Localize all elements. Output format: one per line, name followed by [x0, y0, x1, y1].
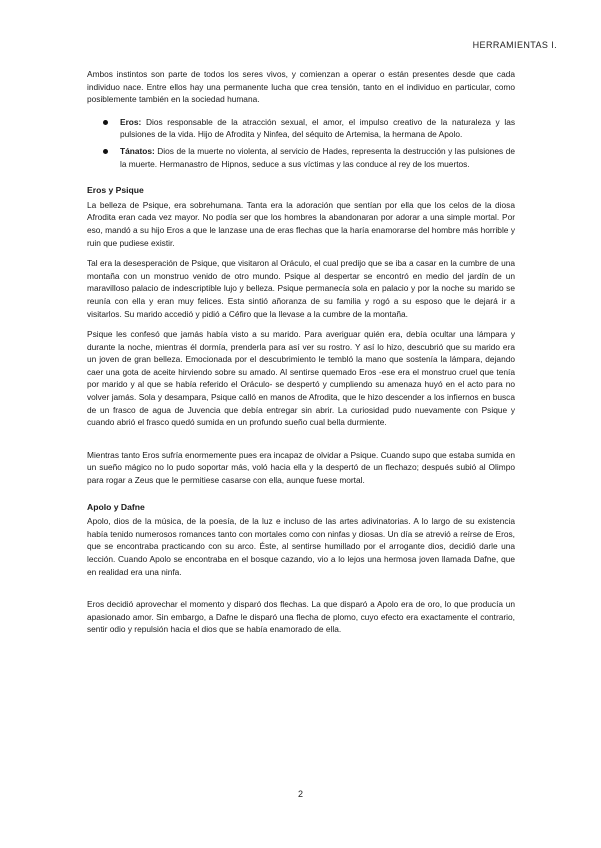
paragraph: Mientras tanto Eros sufría enormemente pues era incapaz de olvidar a Psique. Cuando supo que estaba sumida en un sueño mágico no lo pudo soportar más, voló hacia ella y la despertó de un flechazo; después subió al Olimpo para rogar a Zeus que le permitiese casarse con ella, aunque fuese mortal. [87, 449, 515, 486]
bullet-icon [103, 149, 108, 154]
definition-term: Eros: [120, 116, 142, 127]
definition-item-tanatos [120, 145, 515, 170]
definition-item-eros [120, 116, 515, 141]
paragraph: Eros decidió aprovechar el momento y disparó dos flechas. La que disparó a Apolo era de oro, lo que producía un apasionado amor. Sin embargo, a Dafne le disparó una flecha de plomo, cuyo efecto era exactamente el contrario, sentir odio y repulsión hacia el dios que se había enamorado de ella. [87, 599, 515, 635]
paragraph: Psique les confesó que jamás había visto a su marido. Para averiguar quién era, debía ocultar una lámpara y durante la noche, mientras él dormía, prenderla para así ver su rostro. Y así lo hizo, descubrió que su marido era un joven de gran belleza. Emocionada por el descubrimiento le tembló la mano que sostenía la lámpara, dejando caer una gota de aceite hirviendo sobre su amado. Al sentirse quemado Eros -ese era el monstruo cruel que tenía por marido y al que se había referido el Oráculo- se despertó y cumpliendo su amenaza huyó en el acto para no volver jamás. Sola y desampara, Psique calló en manos de Afrodita, que le hizo descender a los infiernos en busca de un frasco de agua de Juvencia que debía entregar sin abrir. La curiosidad pudo nuevamente con Psique y cuando abrió el frasco quedó sumida en un profundo sueño cual bella durmiente. [87, 329, 515, 428]
page-body [87, 68, 515, 644]
intro-paragraph: Ambos instintos son parte de todos los seres vivos, y comienzan a operar o están presentes desde que cada individuo nace. Entre ellos hay una permanente lucha que crea tensión, tanto en el individuo en particular, como posiblemente también en la sociedad humana. [87, 69, 515, 105]
paragraph: Tal era la desesperación de Psique, que visitaron al Oráculo, el cual predijo que se iba a casar en la cumbre de una montaña con un monstruo venido de otro mundo. Psique al despertar se encontró en medio del jardín de un maravilloso palacio de indescriptible lujo y belleza. Psique permanecía sola en palacio y por la noche su marido se reunía con ella y eran muy felices. Esta sintió añoranza de su familia y rogó a su esposo que le dejará ir a visitarlos. Su marido accedió y pidió a Céfiro que la llevase a la cumbre de la montaña. [87, 258, 515, 319]
paragraph: Apolo, dios de la música, de la poesía, de la luz e incluso de las artes adivinatorias. A lo largo de su existencia había tenido numerosos romances tanto con mortales como con ninfas y diosas. Un día se atrevió a reírse de Eros, que se encontraba practicando con su arco. Éste, al sentirse humillado por el arrogante dios, decidió darle una lección. Cuando Apolo se encontraba en el bosque cazando, vio a lo lejos una hermosa joven llamada Dafne, que en realidad era una ninfa. [87, 516, 515, 577]
bullet-icon [103, 120, 108, 125]
definition-term: Tánatos: [120, 145, 155, 156]
definition-text: Dios de la muerte no violenta, al servicio de Hades, representa la destrucción y las pulsiones de la muerte. Hermanastro de Hipnos, seduce a sus víctimas y las conduce al rey de los muertos. [120, 145, 515, 169]
section-heading-apolo-dafne: Apolo y Dafne [87, 501, 145, 512]
section-heading-eros-psique: Eros y Psique [87, 185, 144, 196]
definition-text: Dios responsable de la atracción sexual, el amor, el impulso creativo de la naturaleza y las pulsiones de la vida. Hijo de Afrodita y Ninfea, del séquito de Artemisa, la hermana de Apolo. [120, 116, 516, 140]
running-header: HERRAMIENTAS I. [472, 40, 557, 50]
definition-list [87, 116, 515, 170]
page-number: 2 [297, 789, 303, 799]
paragraph: La belleza de Psique, era sobrehumana. Tanta era la adoración que sentían por ella que los celos de la diosa Afrodita eran cada vez mayor. No podía ser que los hombres la abandonaran por adorar a una simple mortal. Por eso, mandó a su hijo Eros a que le lanzase una de eras flechas que la haría enamorarse del hombre más horrible y ruin que pudiese existir. [87, 199, 515, 248]
